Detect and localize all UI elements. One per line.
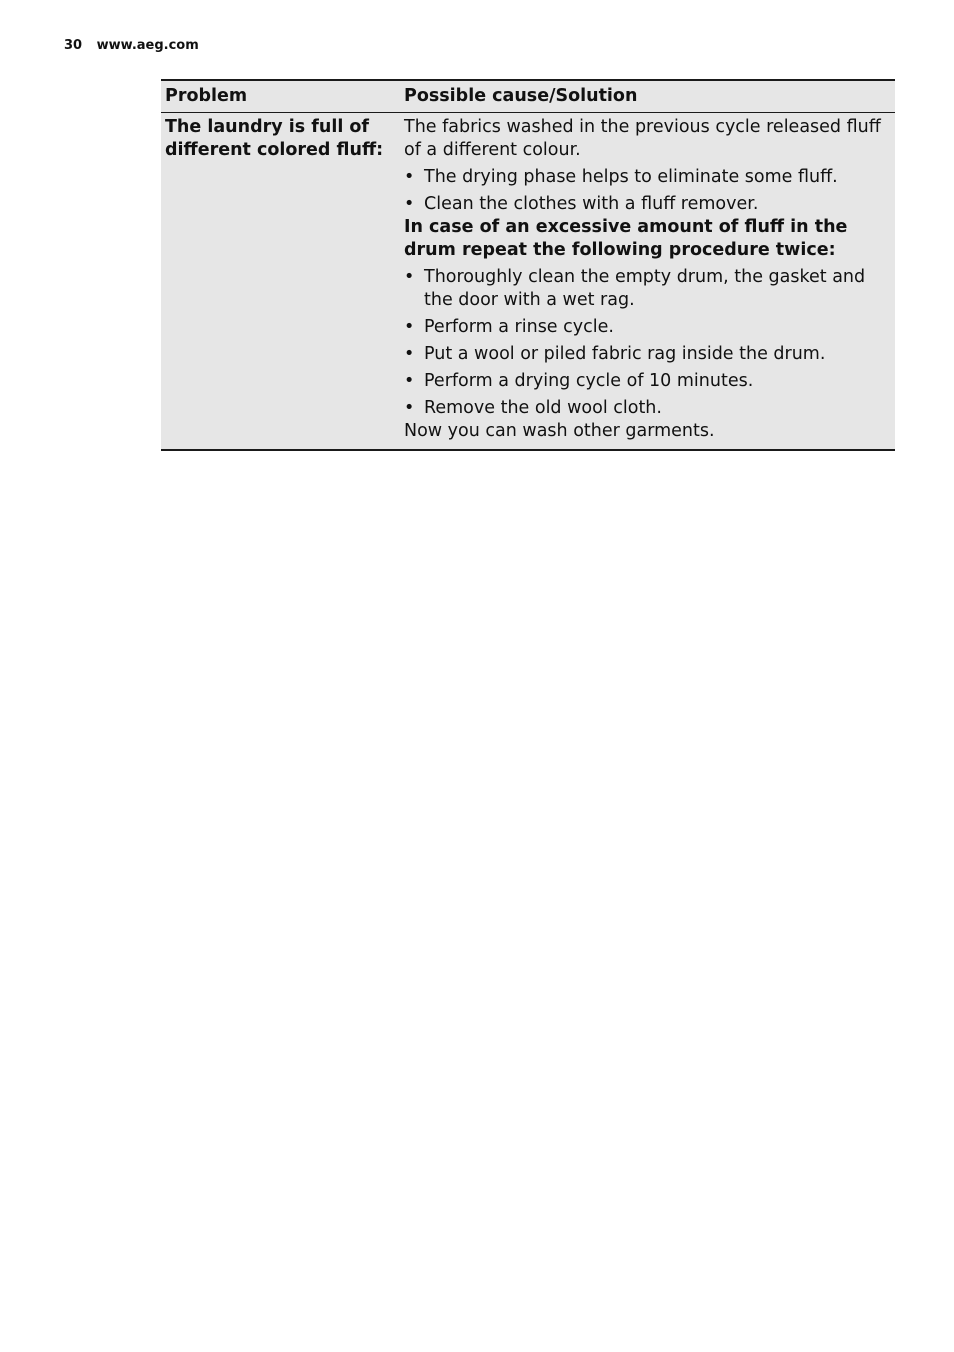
- page-number: 30: [64, 38, 83, 53]
- procedure-note: In case of an excessive amount of fluff in the drum repeat the following procedure twice:: [404, 217, 848, 260]
- troubleshooting-table: [161, 79, 895, 451]
- bullet-list-2: [404, 266, 891, 420]
- bullet-icon: •: [404, 194, 415, 214]
- list-item: • Remove the old wool cloth.: [404, 398, 662, 418]
- column-header-solution: Possible cause/Solution: [400, 80, 895, 113]
- bullet-icon: •: [404, 344, 415, 364]
- bullet-list-1: [404, 166, 891, 216]
- problem-cell: The laundry is full of different colored fluff:: [161, 113, 400, 451]
- list-item: • Perform a drying cycle of 10 minutes.: [404, 371, 754, 391]
- list-item: • The drying phase helps to eliminate some fluff.: [404, 167, 838, 187]
- table-row: [161, 113, 895, 451]
- solution-cell: [400, 113, 895, 451]
- solution-closing: Now you can wash other garments.: [404, 421, 715, 441]
- list-item: • Perform a rinse cycle.: [404, 317, 614, 337]
- list-item: • Clean the clothes with a fluff remover.: [404, 194, 759, 214]
- bullet-icon: •: [404, 167, 415, 187]
- site-url: www.aeg.com: [96, 38, 199, 53]
- bullet-icon: •: [404, 317, 415, 337]
- list-item: • Put a wool or piled fabric rag inside the drum.: [404, 344, 826, 364]
- bullet-icon: •: [404, 267, 415, 287]
- solution-intro: The fabrics washed in the previous cycle released fluff of a different colour.: [404, 117, 881, 160]
- list-item: • Thoroughly clean the empty drum, the gasket and the door with a wet rag.: [404, 267, 866, 310]
- column-header-problem: Problem: [161, 80, 400, 113]
- table-header-row: [161, 80, 895, 113]
- bullet-icon: •: [404, 371, 415, 391]
- page-header: [64, 38, 199, 53]
- bullet-icon: •: [404, 398, 415, 418]
